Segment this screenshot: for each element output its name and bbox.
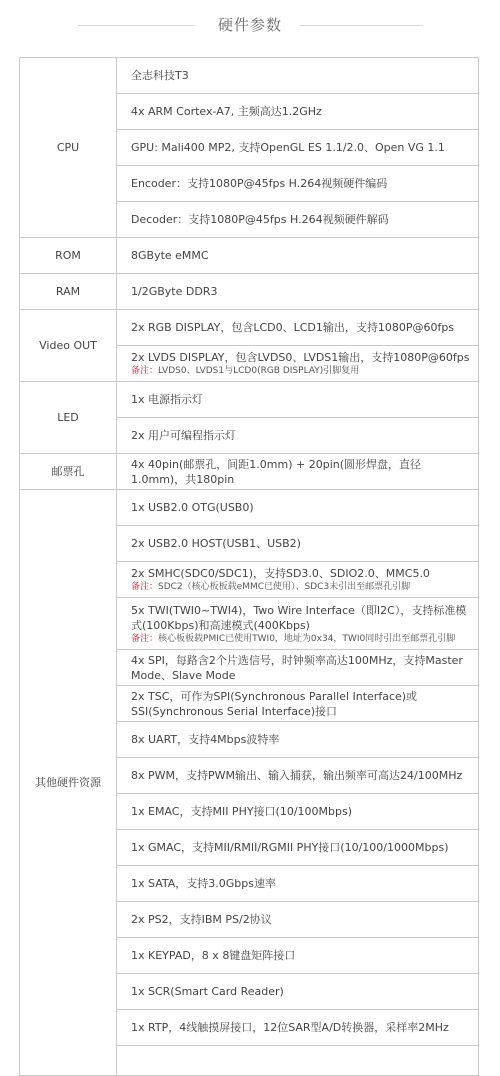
title-divider-right xyxy=(300,25,423,26)
spec-value-text: 8x UART，支持4Mbps波特率 xyxy=(131,733,280,746)
spec-value-text: 4x ARM Cortex-A7, 主频高达1.2GHz xyxy=(131,105,322,118)
spec-value xyxy=(117,202,479,238)
spec-value xyxy=(117,274,479,310)
spec-category: LED xyxy=(20,382,117,454)
spec-row xyxy=(20,274,479,310)
spec-row xyxy=(20,382,479,418)
spec-value-text: 2x PS2，支持IBM PS/2协议 xyxy=(131,913,272,926)
spec-note xyxy=(131,633,472,645)
spec-row xyxy=(20,490,479,526)
spec-value-text: 1x KEYPAD，8 x 8键盘矩阵接口 xyxy=(131,949,296,962)
spec-value xyxy=(117,938,479,974)
note-text: LVDS0、LVDS1与LCD0(RGB DISPLAY)引脚复用 xyxy=(158,366,360,376)
spec-value-text: 4x 40pin(邮票孔，间距1.0mm) + 20pin(圆形焊盘，直径1.0mm)，共180pin xyxy=(131,457,422,486)
spec-value xyxy=(117,238,479,274)
spec-value-text: 2x USB2.0 HOST(USB1、USB2) xyxy=(131,537,301,550)
spec-value xyxy=(117,166,479,202)
spec-value-text: 2x SMHC(SDC0/SDC1)，支持SD3.0、SDIO2.0、MMC5.0 xyxy=(131,567,430,580)
spec-note xyxy=(131,365,472,377)
note-tag: 备注： xyxy=(131,582,159,592)
note-text: SDC2（核心板板载eMMC已使用）、SDC3未引出至邮票孔引脚 xyxy=(158,582,411,592)
spec-category: CPU xyxy=(20,58,117,238)
spec-value xyxy=(117,830,479,866)
spec-value xyxy=(117,794,479,830)
spec-value xyxy=(117,454,479,490)
spec-value-text: Decoder：支持1080P@45fps H.264视频硬件解码 xyxy=(131,213,389,226)
section-header xyxy=(0,0,500,56)
spec-value xyxy=(117,722,479,758)
hardware-spec-table xyxy=(19,57,479,1076)
spec-value xyxy=(117,346,479,382)
spec-value xyxy=(117,490,479,526)
spec-value-text: 1x USB2.0 OTG(USB0) xyxy=(131,501,254,514)
spec-category: 其他硬件资源 xyxy=(20,490,117,1076)
spec-value xyxy=(117,526,479,562)
spec-value xyxy=(117,58,479,94)
note-tag: 备注： xyxy=(131,366,159,376)
spec-value-text: 8x PWM，支持PWM输出、输入捕获，输出频率可高达24/100MHz xyxy=(131,769,463,782)
spec-value-text: 1x SATA，支持3.0Gbps速率 xyxy=(131,877,276,890)
spec-value-text: Encoder：支持1080P@45fps H.264视频硬件编码 xyxy=(131,177,388,190)
spec-category: 邮票孔 xyxy=(20,454,117,490)
note-tag: 备注： xyxy=(131,633,159,644)
spec-value-text: 全志科技T3 xyxy=(131,69,189,82)
spec-value-text: 1x SCR(Smart Card Reader) xyxy=(131,985,284,998)
spec-value xyxy=(117,562,479,598)
spec-value xyxy=(117,902,479,938)
spec-value xyxy=(117,686,479,722)
spec-value-text: 1x RTP，4线触摸屏接口，12位SAR型A/D转换器，采样率2MHz xyxy=(131,1021,449,1034)
section-title: 硬件参数 xyxy=(217,16,282,34)
spec-value xyxy=(117,1046,479,1076)
spec-category: ROM xyxy=(20,238,117,274)
spec-value-text: 2x LVDS DISPLAY，包含LVDS0、LVDS1输出，支持1080P@60fps xyxy=(131,351,470,364)
spec-category: RAM xyxy=(20,274,117,310)
spec-value xyxy=(117,758,479,794)
spec-value-text: 1/2GByte DDR3 xyxy=(131,285,218,298)
spec-note xyxy=(131,581,472,593)
spec-value-text: 2x TSC，可作为SPI(Synchronous Parallel Interface)或SSI(Synchronous Serial Interface)接口 xyxy=(131,689,418,718)
spec-value xyxy=(117,382,479,418)
spec-row xyxy=(20,58,479,94)
spec-value-text: 2x RGB DISPLAY，包含LCD0、LCD1输出，支持1080P@60fps xyxy=(131,321,455,334)
spec-value-text: 4x SPI，每路含2个片选信号，时钟频率高达100MHz，支持Master Mode、Slave Mode xyxy=(131,653,463,682)
spec-row xyxy=(20,310,479,346)
spec-value xyxy=(117,94,479,130)
spec-value-text: 2x 用户可编程指示灯 xyxy=(131,429,237,442)
spec-value xyxy=(117,974,479,1010)
spec-value-text: 1x 电源指示灯 xyxy=(131,393,204,406)
spec-value-text: 1x GMAC，支持MII/RMII/RGMII PHY接口(10/100/1000Mbps) xyxy=(131,841,449,854)
spec-value-text: 8GByte eMMC xyxy=(131,249,209,262)
spec-value-text: GPU: Mali400 MP2, 支持OpenGL ES 1.1/2.0、Open VG 1.1 xyxy=(131,141,445,154)
spec-value xyxy=(117,130,479,166)
spec-category: Video OUT xyxy=(20,310,117,382)
spec-value xyxy=(117,1010,479,1046)
spec-row xyxy=(20,238,479,274)
spec-value-text: 5x TWI(TWI0~TWI4)，Two Wire Interface（即I2C），支持标准模式(100Kbps)和高速模式(400Kbps) xyxy=(131,603,467,632)
spec-value xyxy=(117,598,479,650)
spec-row xyxy=(20,454,479,490)
spec-value-text: 1x EMAC，支持MII PHY接口(10/100Mbps) xyxy=(131,805,353,818)
spec-value xyxy=(117,310,479,346)
note-text: 核心板板载PMIC已使用TWI0，地址为0x34，TWI0同时引出至邮票孔引脚 xyxy=(158,633,456,644)
spec-value xyxy=(117,418,479,454)
spec-value xyxy=(117,866,479,902)
spec-value xyxy=(117,650,479,686)
